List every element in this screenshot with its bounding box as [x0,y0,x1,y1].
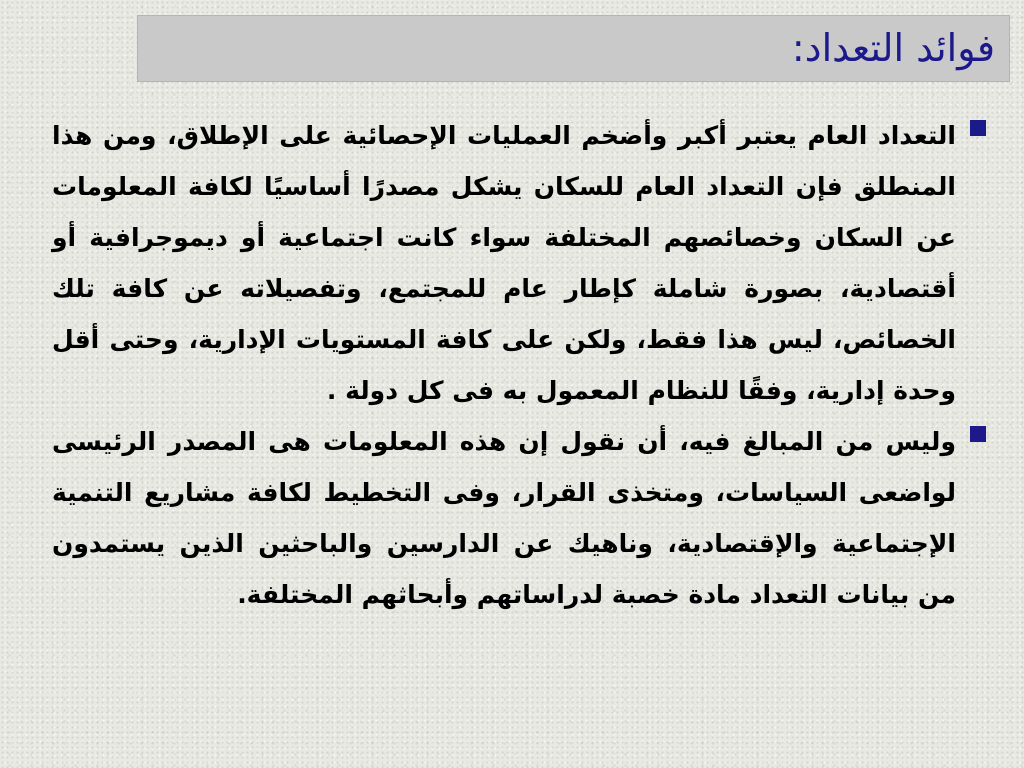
square-bullet-icon [970,120,986,136]
bullet-item-2 [52,416,986,620]
square-bullet-icon [970,426,986,442]
slide-content [52,110,986,620]
slide-title: فوائد التعداد: [791,26,995,70]
bullet-item-1 [52,110,986,416]
bullet-text-1: التعداد العام يعتبر أكبر وأضخم العمليات الإحصائية على الإطلاق، ومن هذا المنطلق فإن التعداد العام للسكان يشكل مصدرًا أساسيًا لكافة المعلومات عن السكان وخصائصهم المختلفة سواء كانت اجتماعية أو ديموجرافية أو أقتصادية، بصورة شاملة كإطار عام للمجتمع، وتفصيلاته عن كافة تلك الخصائص، ليس هذا فقط، ولكن على كافة المستويات الإدارية، وحتى أقل وحدة إدارية، وفقًا للنظام المعمول به فى كل دولة . [52,121,956,405]
title-bar [137,15,1010,82]
bullet-text-2: وليس من المبالغ فيه، أن نقول إن هذه المعلومات هى المصدر الرئيسى لواضعى السياسات، ومتخذى القرار، وفى التخطيط لكافة مشاريع التنمية الإجتماعية والإقتصادية، وناهيك عن الدارسين والباحثين الذين يستمدون من بيانات التعداد مادة خصبة لدراساتهم وأبحاثهم المختلفة. [52,427,956,609]
